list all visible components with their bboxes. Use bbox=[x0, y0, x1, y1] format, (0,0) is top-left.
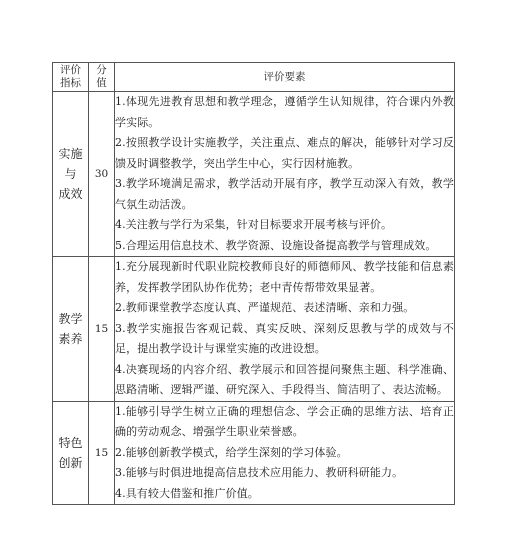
header-indicator-line2: 指标 bbox=[60, 77, 81, 89]
criteria-cell bbox=[115, 401, 455, 505]
criteria-item: 2.按照教学设计实施教学，关注重点、难点的解决，能够针对学习反馈及时调整教学，突出学生中心，实行因材施教。 bbox=[115, 136, 454, 170]
table-row-innovation bbox=[53, 401, 455, 505]
table-header-row bbox=[53, 63, 455, 92]
category-cell bbox=[53, 92, 89, 257]
table-row-teaching-quality bbox=[53, 257, 455, 402]
evaluation-table bbox=[52, 62, 455, 505]
category-line: 与 bbox=[64, 167, 77, 181]
criteria-item: 4.关注教与学行为采集，针对目标要求开展考核与评价。 bbox=[115, 218, 393, 231]
criteria-item: 3.能够与时俱进地提高信息技术应用能力、教研科研能力。 bbox=[115, 466, 404, 479]
criteria-item: 4.决赛现场的内容介绍、教学展示和回答提问聚焦主题、科学准确、思路清晰、逻辑严谨、研究深入、手段得当、简洁明了、表达流畅。 bbox=[115, 362, 454, 396]
criteria-item: 1.体现先进教育思想和教学理念，遵循学生认知规律，符合课内外教学实际。 bbox=[115, 95, 454, 129]
category-cell bbox=[53, 401, 89, 505]
header-score-line2: 值 bbox=[96, 77, 107, 89]
score-cell: 15 bbox=[89, 401, 115, 505]
category-line: 教学 bbox=[58, 311, 83, 326]
criteria-item: 3.教学实施报告客观记载、真实反映、深刻反思教与学的成效与不足，提出教学设计与课堂实施的改进设想。 bbox=[115, 321, 454, 355]
score-cell: 15 bbox=[89, 257, 115, 402]
category-line: 创新 bbox=[58, 455, 83, 470]
criteria-item: 5.合理运用信息技术、教学资源、设施设备提高教学与管理成效。 bbox=[115, 238, 437, 252]
category-line: 实施 bbox=[58, 147, 83, 161]
table-row-implementation bbox=[53, 92, 455, 257]
criteria-item: 1.充分展现新时代职业院校教师良好的师德师风、教学技能和信息素养，发挥教学团队协作优势；老中青传帮带效果显著。 bbox=[115, 260, 454, 294]
criteria-item: 1.能够引导学生树立正确的理想信念、学会正确的思维方法、培育正确的劳动观念、增强学生职业荣誉感。 bbox=[115, 404, 454, 438]
header-indicator bbox=[53, 63, 89, 92]
criteria-item: 4.具有较大借鉴和推广价值。 bbox=[115, 486, 259, 500]
criteria-item: 2.教师课堂教学态度认真、严谨规范、表述清晰、亲和力强。 bbox=[115, 301, 415, 314]
score-cell: 30 bbox=[89, 92, 115, 257]
header-score-line1: 分 bbox=[96, 64, 107, 76]
criteria-item: 2.能够创新教学模式，给学生深刻的学习体验。 bbox=[115, 445, 348, 459]
category-line: 素养 bbox=[58, 331, 83, 346]
header-indicator-line1: 评价 bbox=[60, 64, 81, 76]
category-line: 特色 bbox=[58, 435, 83, 450]
header-elements: 评价要素 bbox=[115, 63, 455, 92]
category-cell bbox=[53, 257, 89, 402]
category-line: 成效 bbox=[58, 187, 83, 201]
criteria-item: 3.教学环境满足需求，教学活动开展有序，教学互动深入有效，教学气氛生动活泼。 bbox=[115, 177, 454, 211]
criteria-cell bbox=[115, 257, 455, 402]
criteria-cell bbox=[115, 92, 455, 257]
header-score bbox=[89, 63, 115, 92]
